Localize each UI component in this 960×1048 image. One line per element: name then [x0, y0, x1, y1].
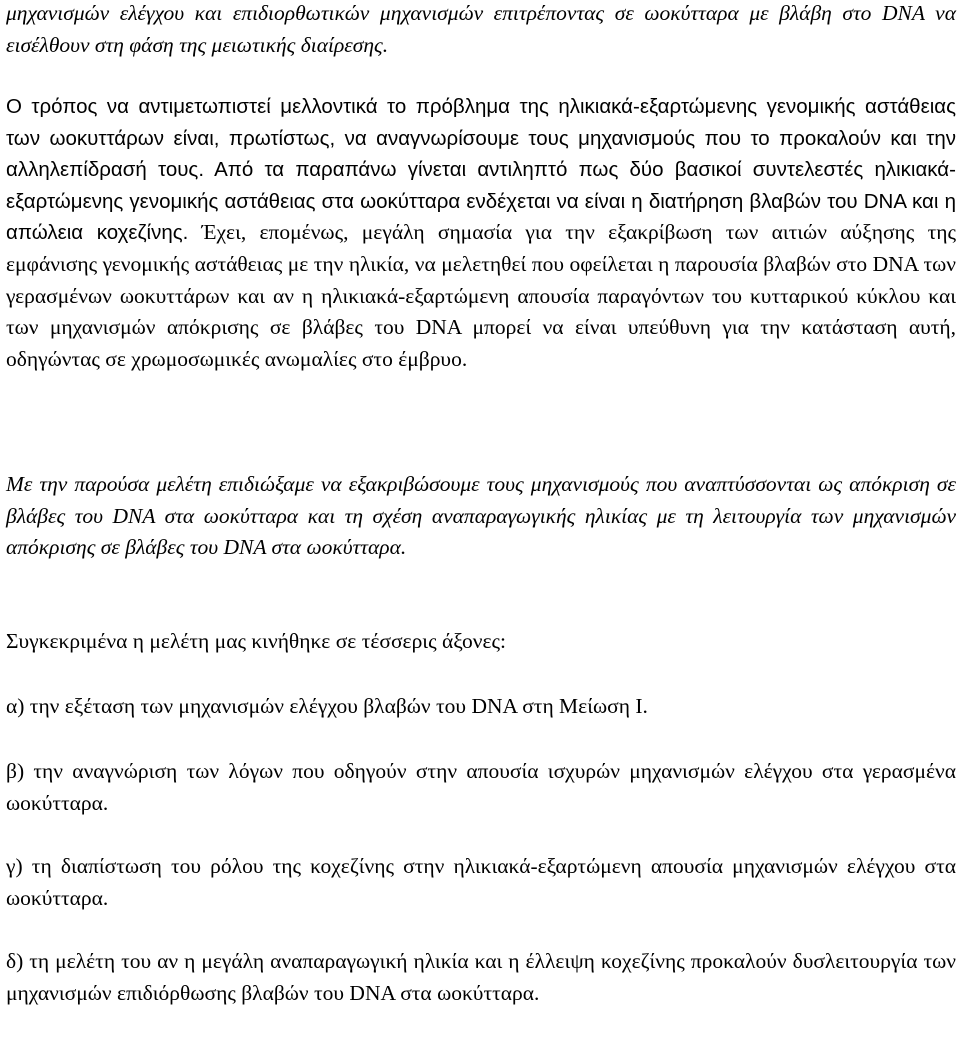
axis-item-a: α) την εξέταση των μηχανισμών ελέγχου βλαβών του DNA στη Μείωση Ι. [6, 694, 648, 718]
aim-paragraph: Με την παρούσα μελέτη επιδιώξαμε να εξακριβώσουμε τους μηχανισμούς που αναπτύσσονται ως απόκριση σε βλάβες του DNA στα ωοκύτταρα και τη σχέση αναπαραγωγικής ηλικίας με τη λειτουργία των μηχανισμών απόκρισης σε βλάβες του DNA στα ωοκύτταρα. [6, 472, 956, 560]
axis-item-b: β) την αναγνώριση των λόγων που οδηγούν στην απουσία ισχυρών μηχανισμών ελέγχου στα γερασμένα ωοκύτταρα. [6, 759, 956, 815]
axes-intro-paragraph: Συγκεκριμένα η μελέτη μας κινήθηκε σε τέσσερις άξονες: [6, 629, 507, 653]
main-discussion-serif-text: Έχει, επομένως, μεγάλη σημασία για την εξακρίβωση των αιτιών αύξησης της εμφάνισης γενομικής αστάθειας με την ηλικία, να μελετηθεί που οφείλεται η παρουσία βλαβών στο DNA των γερασμένων ωοκυττάρων και αν η ηλικιακά-εξαρτώμενη απουσία παραγόντων του κυτταρικού κύκλου και των μηχανισμών απόκρισης σε βλάβες του DNA μπορεί να είναι υπεύθυνη για την κατάσταση αυτή, οδηγώντας σε χρωμοσωμικές ανωμαλίες στο έμβρυο. [6, 220, 956, 371]
main-discussion-sans-text: Ο τρόπος να αντιμετωπιστεί μελλοντικά το πρόβλημα της ηλικιακά-εξαρτώμενης γενομικής αστάθειας των ωοκυττάρων είναι, πρωτίστως, να αναγνωρίσουμε τους μηχανισμούς που το προκαλούν και την αλληλεπίδρασή τους. Από τα παραπάνω γίνεται αντιληπτό πως δύο βασικοί συντελεστές ηλικιακά-εξαρτώμενης γενομικής αστάθειας στα ωοκύτταρα ενδέχεται να είναι η διατήρηση βλαβών του DNA και η απώλεια κοχεζίνης. [6, 95, 956, 245]
axis-item-d: δ) τη μελέτη του αν η μεγάλη αναπαραγωγική ηλικία και η έλλειψη κοχεζίνης προκαλούν δυσλειτουργία των μηχανισμών επιδιόρθωσης βλαβών του DNA στα ωοκύτταρα. [6, 949, 956, 1005]
main-discussion-paragraph [6, 91, 956, 375]
axis-item-c: γ) τη διαπίστωση του ρόλου της κοχεζίνης στην ηλικιακά-εξαρτώμενη απουσία μηχανισμών ελέγχου στα ωοκύτταρα. [6, 854, 956, 910]
intro-fragment-paragraph: μηχανισμών ελέγχου και επιδιορθωτικών μηχανισμών επιτρέποντας σε ωοκύτταρα με βλάβη στο DNA να εισέλθουν στη φάση της μειωτικής διαίρεσης. [6, 1, 956, 57]
